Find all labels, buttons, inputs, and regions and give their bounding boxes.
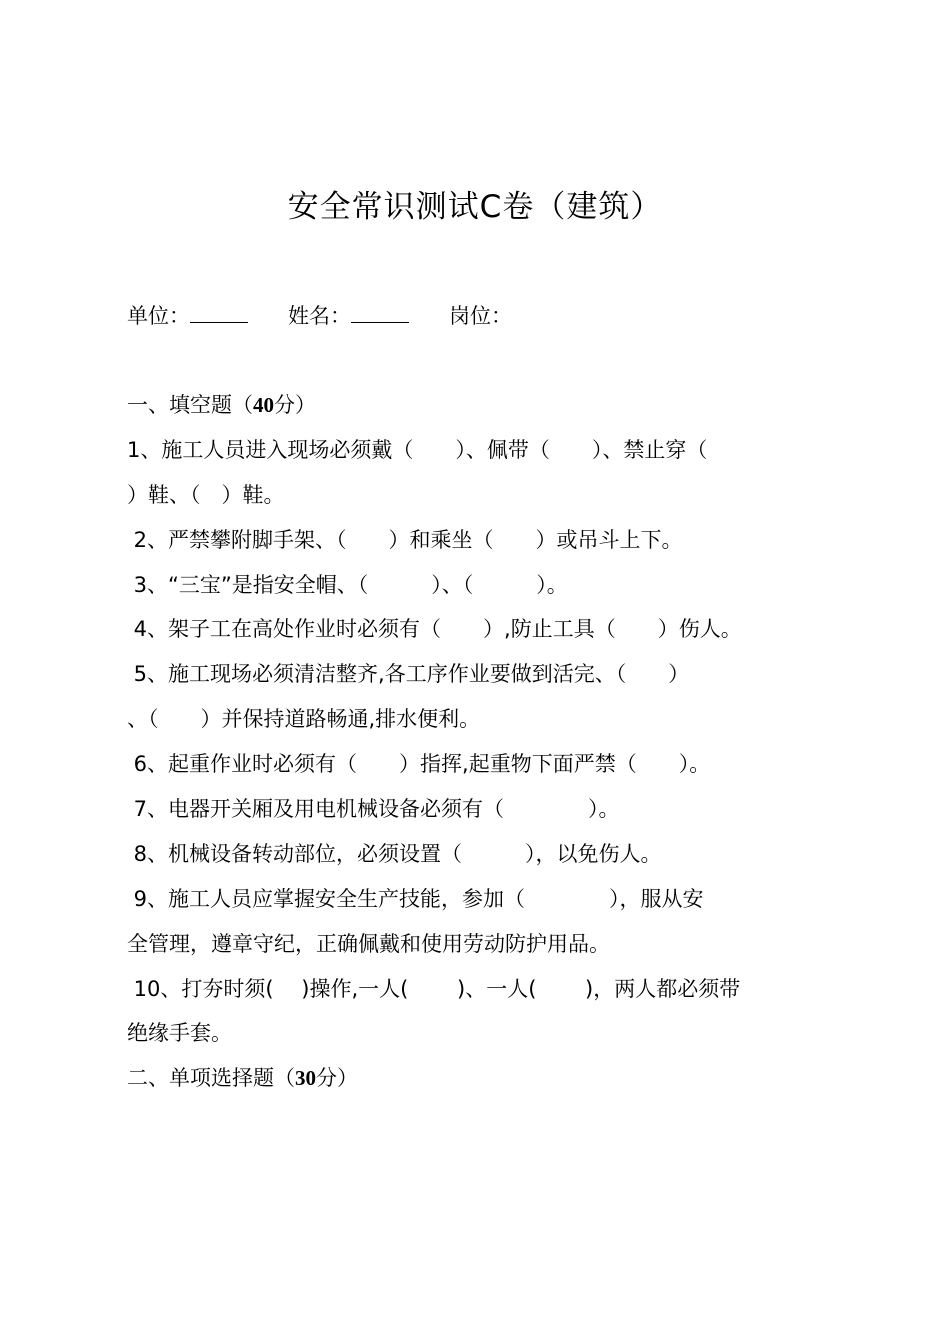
question-line: 5、施工现场必须清洁整齐,各工序作业要做到活完、（ ） [127, 662, 690, 687]
question-line: 、（ ）并保持道路畅通,排水便利。 [127, 707, 481, 732]
info-row [127, 300, 512, 330]
document-title: 安全常识测试C卷（建筑） [287, 189, 663, 225]
question-line: 1、施工人员进入现场必须戴（ ）、佩带（ ）、禁止穿（ [127, 437, 708, 462]
section-heading-fill-blank: 一、填空题（40分） [127, 393, 316, 417]
post-label: 岗位： [449, 304, 512, 328]
question-line: ）鞋、（ ）鞋。 [127, 482, 285, 507]
question-line: 9、施工人员应掌握安全生产技能，参加（ ），服从安 [127, 886, 704, 911]
section-heading-single-choice: 二、单项选择题（30分） [127, 1066, 358, 1091]
unit-label: 单位： [127, 304, 190, 328]
question-line: 6、起重作业时必须有（ ）指挥,起重物下面严禁（ ）。 [127, 752, 711, 777]
question-line: 全管理，遵章守纪，正确佩戴和使用劳动防护用品。 [127, 931, 610, 956]
name-blank [351, 302, 409, 323]
question-line: 4、架子工在高处作业时必须有（ ）,防止工具（ ）伤人。 [127, 617, 742, 642]
question-line: 2、严禁攀附脚手架、（ ）和乘坐（ ）或吊斗上下。 [127, 527, 683, 552]
name-label: 姓名： [288, 304, 351, 328]
question-line: 7、电器开关厢及用电机械设备必须有（ ）。 [127, 797, 620, 822]
question-line: 10、打夯时须( )操作,一人( )、一人( )，两人都必须带 [127, 976, 741, 1001]
unit-blank [190, 302, 248, 323]
question-line: 8、机械设备转动部位，必须设置（ ），以免伤人。 [127, 841, 662, 866]
question-line: 3、“三宝”是指安全帽、（ ）、（ ）。 [127, 572, 568, 597]
question-line: 绝缘手套。 [127, 1021, 232, 1046]
question-body [127, 383, 847, 1101]
